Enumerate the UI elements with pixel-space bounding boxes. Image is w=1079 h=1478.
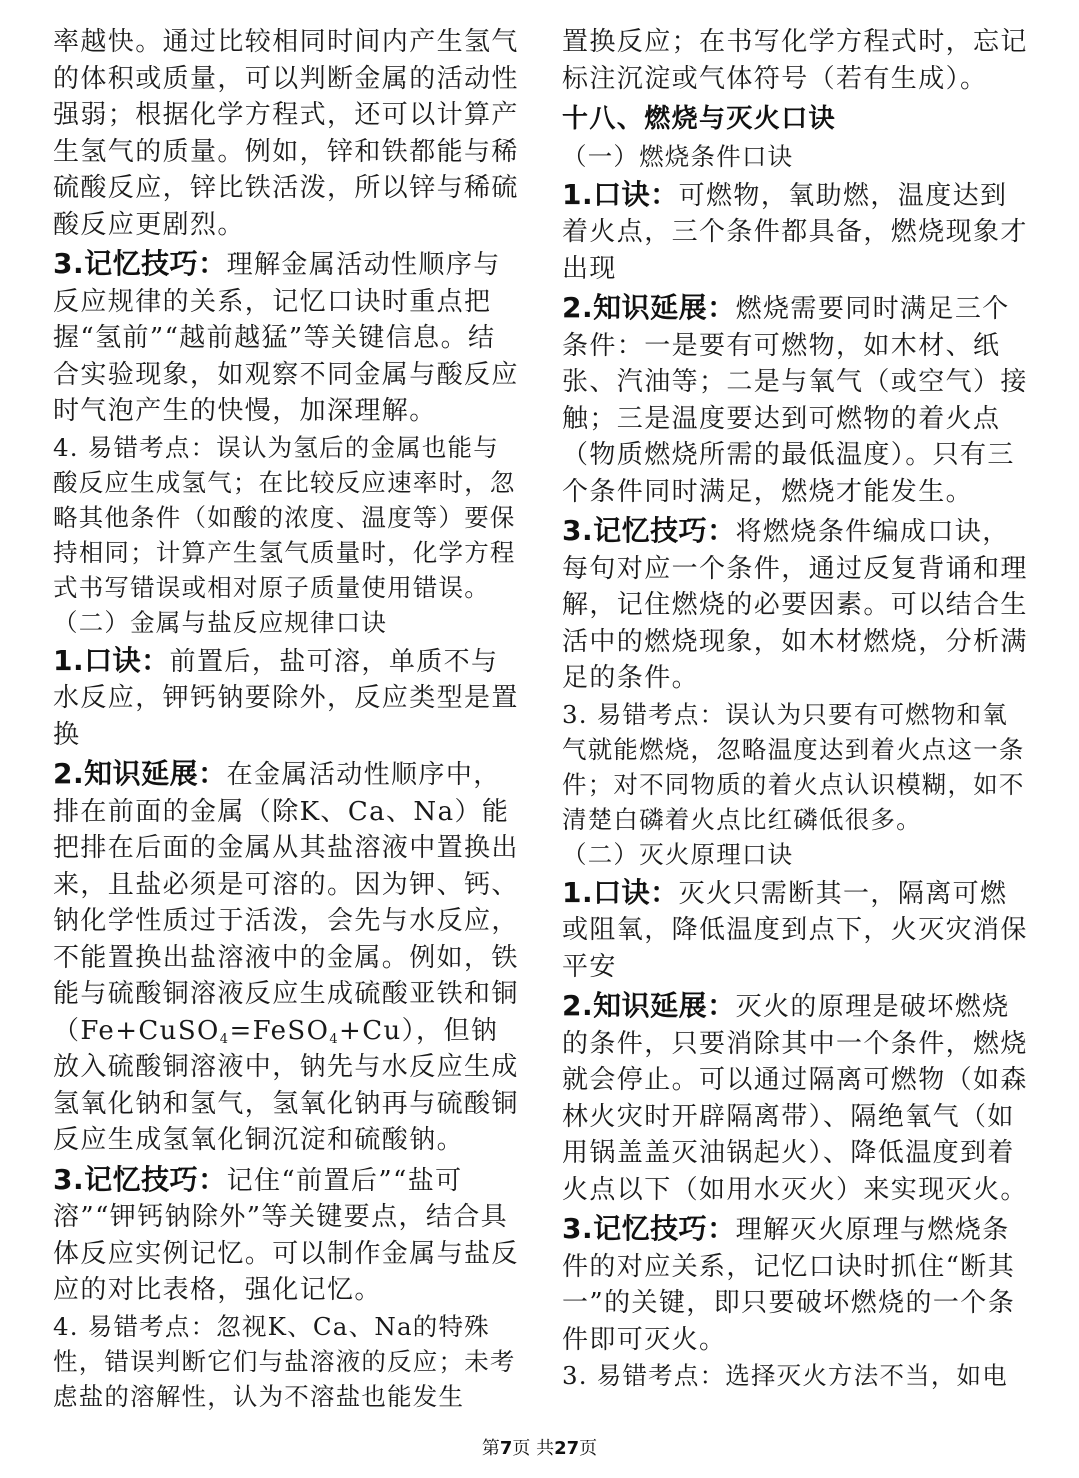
- memory-tip-label: 3.记忆技巧：: [562, 1212, 736, 1245]
- current-page-number: 7: [499, 1438, 513, 1459]
- fire-extinguishing-subheading: （二）灭火原理口诀: [562, 839, 794, 869]
- memory-tip-label: 3.记忆技巧：: [53, 1162, 227, 1196]
- equation-middle: =FeSO: [229, 1015, 330, 1046]
- metal-salt-subheading: （二）金属与盐反应规律口诀: [53, 607, 388, 637]
- extension-label: 2.知识延展：: [562, 989, 736, 1022]
- combustion-subheading: （一）燃烧条件口诀: [562, 141, 794, 171]
- memory-tip-label: 3.记忆技巧：: [562, 514, 736, 547]
- rhyme-text: 可燃物，氧助燃，温度达到着火点，三个条件都具备，燃烧现象才出现: [562, 180, 1028, 284]
- section-heading: 十八、燃烧与灭火口诀: [562, 104, 837, 134]
- combustion-memory-tip: [562, 513, 1028, 697]
- fire-extinguishing-extension: [562, 988, 1028, 1208]
- rhyme-text: 灭火只需断其一，隔离可燃或阻氧，降低温度到点下，火灭灾消保平安: [562, 878, 1028, 982]
- memory-tip-text: 理解灭火原理与燃烧条件的对应关系，记忆口诀时抓住“断其一”的关键，即只要破坏燃烧的一个条件即可灭火。: [562, 1215, 1016, 1355]
- metal-acid-common-errors: 4. 易错考点：误认为氢后的金属也能与酸反应生成氢气；在比较反应速率时，忽略其他条件（如酸的浓度、温度等）要保持相同；计算产生氢气质量时，化学方程式书写错误或相对原子质量使用错误。: [53, 432, 516, 602]
- extension-text: 燃烧需要同时满足三个条件：一是要有可燃物，如木材、纸张、汽油等；二是与氧气（或空气）接触；三是温度要达到可燃物的着火点（物质燃烧所需的最低温度）。只有三个条件同时满足，燃烧才能发生。: [562, 294, 1028, 507]
- footer-prefix: 第: [481, 1438, 500, 1459]
- continued-paragraph: 置换反应；在书写化学方程式时，忘记标注沉淀或气体符号（若有生成）。: [562, 27, 1028, 94]
- footer-middle: 页 共: [512, 1438, 555, 1459]
- fire-extinguishing-common-errors: 3. 易错考点：选择灭火方法不当，如电: [562, 1361, 1008, 1390]
- fire-extinguishing-memory-tip: [562, 1211, 1028, 1358]
- memory-tip-text: 记住“前置后”“盐可溶”“钾钙钠除外”等关键要点，结合具体反应实例记忆。可以制作金属与盐反应的对比表格，强化记忆。: [53, 1165, 519, 1305]
- metal-acid-memory-tip: [53, 246, 519, 430]
- subscript: 4: [219, 1031, 230, 1047]
- extension-text-part2: +Cu），但钠放入硫酸铜溶液中，钠先与水反应生成氢氧化钠和氢气，氢氧化钠再与硫酸铜反应生成氢氧化铜沉淀和硫酸钠。: [53, 1015, 519, 1155]
- combustion-rhyme: [562, 177, 1028, 288]
- combustion-extension: [562, 290, 1028, 510]
- memory-tip-label: 3.记忆技巧：: [53, 247, 227, 280]
- rhyme-label: 1.口诀：: [562, 875, 679, 909]
- extension-text: 灭火的原理是破坏燃烧的条件，只要消除其中一个条件，燃烧就会停止。可以通过隔离可燃物（如森林火灾时开辟隔离带）、隔绝氧气（如用锅盖盖灭油锅起火）、降低温度到着火点以下（如用水灭火）来实现灭火。: [562, 992, 1028, 1205]
- memory-tip-text: 将燃烧条件编成口诀，每句对应一个条件，通过反复背诵和理解，记住燃烧的必要因素。可以结合生活中的燃烧现象，如木材燃烧，分析满足的条件。: [562, 517, 1028, 693]
- extension-label: 2.知识延展：: [53, 757, 227, 790]
- metal-salt-extension: [53, 756, 519, 1159]
- rhyme-label: 1.口诀：: [562, 177, 679, 211]
- total-pages-number: 27: [554, 1438, 580, 1459]
- rhyme-text: 前置后，盐可溶，单质不与水反应，钾钙钠要除外，反应类型是置换: [53, 646, 519, 750]
- subscript: 4: [329, 1031, 340, 1047]
- combustion-common-errors: 3. 易错考点：误认为只要有可燃物和氧气就能燃烧，忽略温度达到着火点这一条件；对不同物质的着火点认识模糊，如不清楚白磷着火点比红磷低很多。: [562, 699, 1025, 834]
- right-column: [562, 24, 1028, 1393]
- metal-acid-rate-paragraph: 率越快。通过比较相同时间内产生氢气的体积或质量，可以判断金属的活动性强弱；根据化学方程式，还可以计算产生氢气的质量。例如，锌和铁都能与稀硫酸反应，锌比铁活泼，所以锌与稀硫酸反应更剧烈。: [53, 27, 519, 240]
- memory-tip-text: 理解金属活动性顺序与反应规律的关系，记忆口诀时重点把握“氢前”“越前越猛”等关键信息。结合实验现象，如观察不同金属与酸反应时气泡产生的快慢，加深理解。: [53, 250, 519, 426]
- metal-salt-common-errors: 4. 易错考点：忽视K、Ca、Na的特殊性，错误判断它们与盐溶液的反应；未考虑盐的溶解性，认为不溶盐也能发生: [53, 1311, 516, 1411]
- extension-text-part1: 在金属活动性顺序中，排在前面的金属（除K、Ca、Na）能把排在后面的金属从其盐溶液中置换出来，且盐必须是可溶的。因为钾、钙、钠化学性质过于活泼，会先与水反应，不能置换出盐溶液中的金属。例如，铁能与硫酸铜溶液反应生成硫酸亚铁和铜（Fe+CuSO: [53, 760, 519, 1046]
- metal-salt-memory-tip: [53, 1162, 519, 1309]
- metal-salt-rhyme: [53, 643, 519, 754]
- left-column: [53, 24, 519, 1414]
- page-footer: [0, 1437, 1079, 1461]
- footer-suffix: 页: [579, 1438, 598, 1459]
- extension-label: 2.知识延展：: [562, 291, 736, 324]
- rhyme-label: 1.口诀：: [53, 643, 170, 677]
- fire-extinguishing-rhyme: [562, 875, 1028, 986]
